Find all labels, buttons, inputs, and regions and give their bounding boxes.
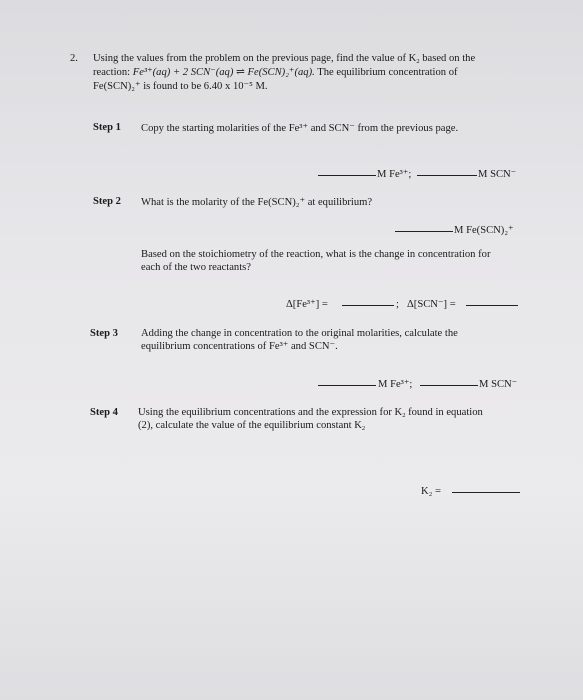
step3-scn-answer-blank[interactable] <box>420 376 478 386</box>
question-line-1 <box>93 52 475 65</box>
k2-answer-blank[interactable] <box>452 483 520 493</box>
step2-subquestion-line-1: Based on the stoichiometry of the reaction, what is the change in concentration for <box>141 249 491 260</box>
step4-line-1 <box>138 406 483 419</box>
delta-scn-answer-blank[interactable] <box>466 296 518 306</box>
step3-label: Step 3 <box>90 328 118 339</box>
delta-fe-label: Δ[Fe³⁺] = <box>286 299 328 310</box>
question-line-1-end: based on the <box>419 53 476 64</box>
step1-fe-answer-blank[interactable] <box>318 166 376 176</box>
question-line-1-sub: 2 <box>416 58 420 65</box>
step4-line-2 <box>138 419 365 432</box>
step1-scn-answer-blank[interactable] <box>417 166 477 176</box>
step3-scn-unit: M SCN⁻ <box>479 379 518 390</box>
question-line-3: Fe(SCN)₂⁺ is found to be 6.40 x 10⁻⁵ M. <box>93 81 268 92</box>
step2-label: Step 2 <box>93 196 121 207</box>
step1-scn-unit: M SCN⁻ <box>478 169 517 180</box>
step4-line-2-text: (2), calculate the value of the equilibrium constant K <box>138 420 362 431</box>
step4-label: Step 4 <box>90 407 118 418</box>
question-line-1-text: Using the values from the problem on the previous page, find the value of K <box>93 53 417 64</box>
step2-fescn-answer-blank[interactable] <box>395 222 453 232</box>
step3-line-2: equilibrium concentrations of Fe³⁺ and SCN⁻. <box>141 341 338 352</box>
step1-fe-unit: M Fe³⁺; <box>377 169 412 180</box>
question-line-2-suffix: The equilibrium concentration of <box>317 67 458 78</box>
step3-fe-answer-blank[interactable] <box>318 376 376 386</box>
step3-line-1: Adding the change in concentration to the original molarities, calculate the <box>141 328 458 339</box>
delta-scn-label: Δ[SCN⁻] = <box>407 299 456 310</box>
question-number: 2. <box>70 53 78 64</box>
step2-fescn-unit: M Fe(SCN)₂⁺ <box>454 225 514 236</box>
step4-line-2-sub: 2 <box>361 425 366 432</box>
question-line-2-prefix: reaction: <box>93 67 131 78</box>
question-line-2 <box>93 66 458 79</box>
reaction-equation: Fe³⁺(aq) + 2 SCN⁻(aq) ⇌ Fe(SCN)₂⁺(aq). <box>132 67 315 78</box>
delta-fe-answer-blank[interactable] <box>342 296 394 306</box>
step2-text: What is the molarity of the Fe(SCN)₂⁺ at equilibrium? <box>141 197 373 208</box>
step1-text: Copy the starting molarities of the Fe³⁺ and SCN⁻ from the previous page. <box>141 123 459 134</box>
step4-line-1-text: Using the equilibrium concentrations and the expression for K <box>138 407 403 418</box>
step4-line-1-end: found in equation <box>405 407 483 418</box>
step2-subquestion-line-2: each of the two reactants? <box>141 262 251 273</box>
step1-label: Step 1 <box>93 122 121 133</box>
k2-label: K₂ = <box>421 486 441 497</box>
step4-line-1-sub: 2 <box>402 412 406 419</box>
delta-separator: ; <box>396 299 399 310</box>
step3-fe-unit: M Fe³⁺; <box>378 379 413 390</box>
